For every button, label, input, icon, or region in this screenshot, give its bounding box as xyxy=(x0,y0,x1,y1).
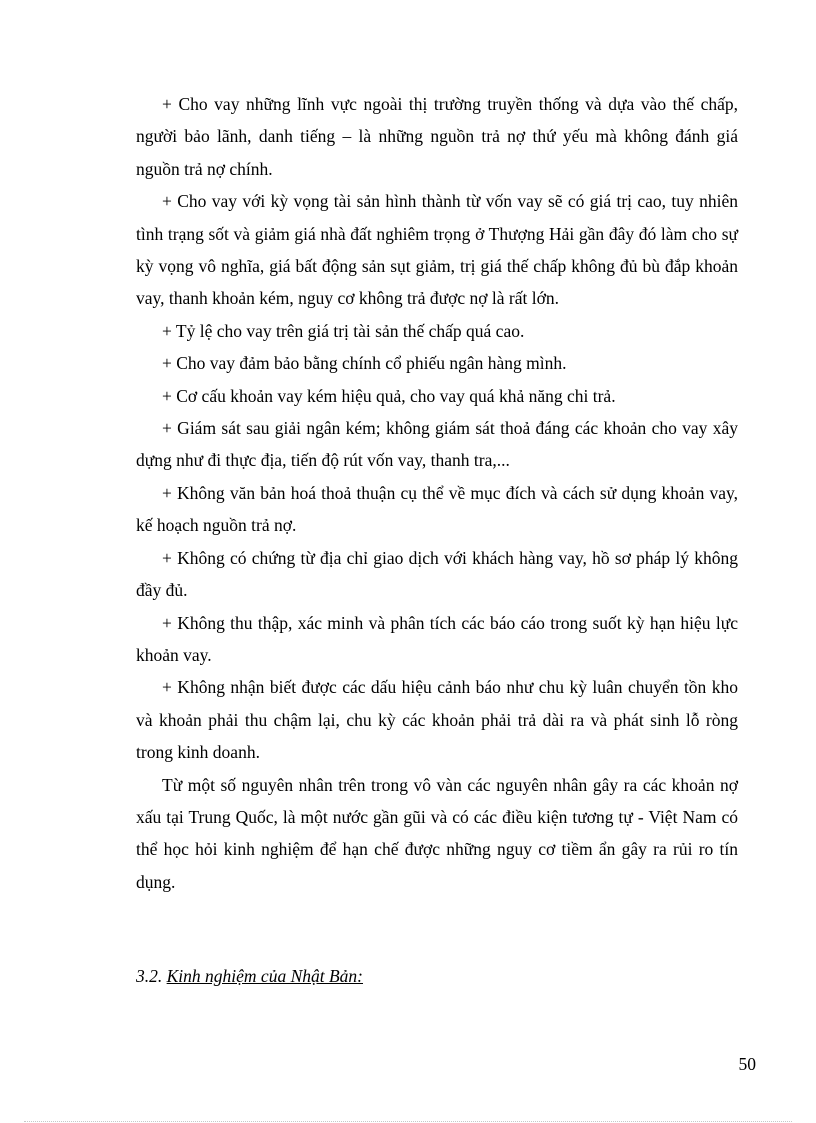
section-title: Kinh nghiệm của Nhật Bản: xyxy=(166,966,363,986)
paragraph-2: + Cho vay với kỳ vọng tài sản hình thành từ vốn vay sẽ có giá trị cao, tuy nhiên tình trạng sốt và giảm giá nhà đất nghiêm trọng ở Thượng Hải gần đây đó làm cho sự kỳ vọng vô nghĩa, giá bất động sản sụt giảm, trị giá thế chấp không đủ bù đắp khoản vay, thanh khoản kém, nguy cơ không trả được nợ là rất lớn. xyxy=(136,191,738,309)
paragraph-1: + Cho vay những lĩnh vực ngoài thị trường truyền thống và dựa vào thế chấp, người bảo lãnh, danh tiếng – là những nguồn trả nợ thứ yếu mà không đánh giá nguồn trả nợ chính. xyxy=(136,94,738,179)
page-number: 50 xyxy=(738,1054,756,1074)
paragraph-10: + Không nhận biết được các dấu hiệu cảnh báo như chu kỳ luân chuyển tồn kho và khoản phải thu chậm lại, chu kỳ các khoản phải trả dài ra và phát sinh lỗ ròng trong kinh doanh. xyxy=(136,677,738,763)
paragraph-3: + Tỷ lệ cho vay trên giá trị tài sản thế chấp quá cao. xyxy=(162,320,525,341)
body-text xyxy=(136,88,738,898)
section-number: 3.2. xyxy=(136,966,163,986)
paragraph-6: + Giám sát sau giải ngân kém; không giám sát thoả đáng các khoản cho vay xây dựng như đi thực địa, tiến độ rút vốn vay, thanh tra,... xyxy=(136,418,738,471)
section-heading xyxy=(136,962,363,990)
paragraph-9: + Không thu thập, xác minh và phân tích các báo cáo trong suốt kỳ hạn hiệu lực khoản vay. xyxy=(136,612,738,665)
page-bottom-divider xyxy=(24,1121,792,1122)
paragraph-11: Từ một số nguyên nhân trên trong vô vàn các nguyên nhân gây ra các khoản nợ xấu tại Trung Quốc, là một nước gần gũi và có các điều kiện tương tự - Việt Nam có thể học hỏi kinh nghiệm để hạn chế được những nguy cơ tiềm ẩn gây ra rủi ro tín dụng. xyxy=(136,774,738,892)
paragraph-7: + Không văn bản hoá thoả thuận cụ thể về mục đích và cách sử dụng khoản vay, kế hoạch nguồn trả nợ. xyxy=(136,482,738,536)
paragraph-8: + Không có chứng từ địa chỉ giao dịch với khách hàng vay, hồ sơ pháp lý không đầy đủ. xyxy=(136,547,738,601)
paragraph-4: + Cho vay đảm bảo bằng chính cổ phiếu ngân hàng mình. xyxy=(162,353,567,374)
paragraph-5: + Cơ cấu khoản vay kém hiệu quả, cho vay quá khả năng chi trả. xyxy=(162,385,616,406)
